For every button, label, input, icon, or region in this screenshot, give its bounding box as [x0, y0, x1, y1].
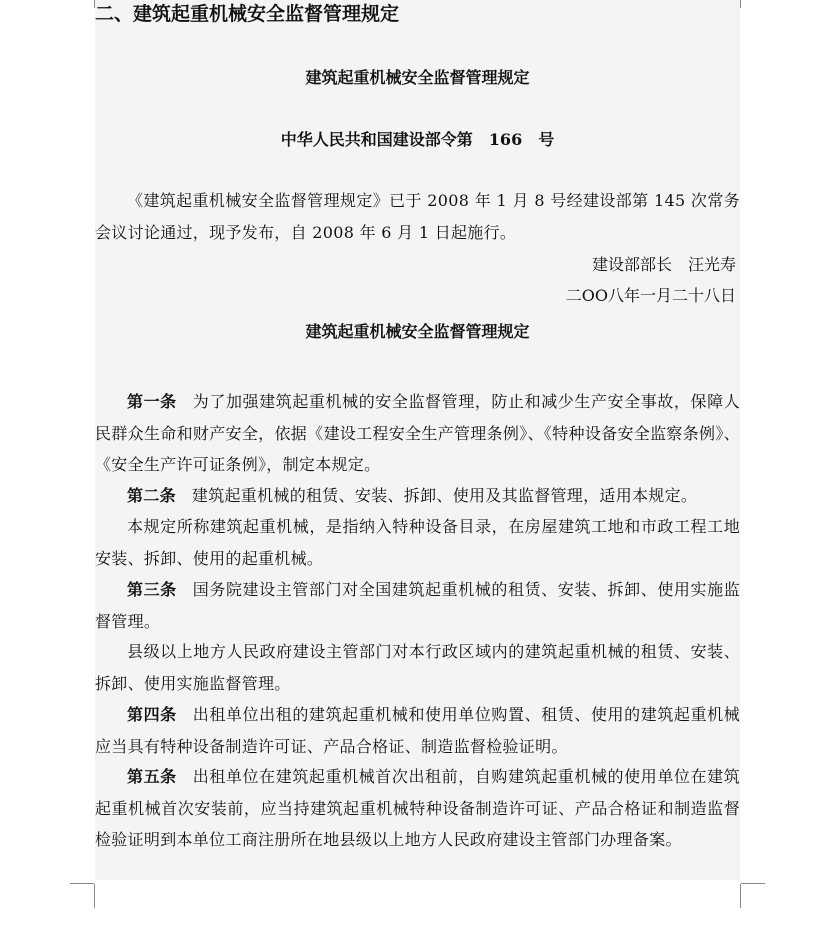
regulation-title-body: 建筑起重机械安全监督管理规定: [305, 322, 530, 341]
article-label: 第五条: [127, 767, 177, 786]
article-text: 出租单位出租的建筑起重机械和使用单位购置、租赁、使用的建筑起重机械应当具有特种设备制造许可证、产品合格证、制造监督检验证明。: [95, 705, 740, 756]
article-4: [95, 699, 740, 762]
article-label: 第二条: [127, 486, 176, 505]
article-label: 第四条: [127, 705, 177, 724]
article-text: 国务院建设主管部门对全国建筑起重机械的租赁、安装、拆卸、使用实施监督管理。: [95, 580, 740, 631]
preamble-paragraph: 《建筑起重机械安全监督管理规定》已于 2008 年 1 月 8 号经建设部第 145 次常务会议讨论通过，现予发布，自 2008 年 6 月 1 日起施行。: [95, 191, 740, 242]
article-label: 第一条: [127, 392, 177, 411]
signer-line: 建设部部长 汪光寿: [591, 255, 736, 274]
crop-mark-bottom-right-h: [741, 883, 765, 884]
crop-mark-top-right: [740, 0, 741, 8]
article-3: [95, 574, 740, 637]
crop-mark-bottom-right-v: [740, 884, 741, 908]
article-text: 建筑起重机械的租赁、安装、拆卸、使用及其监督管理，适用本规定。: [191, 486, 698, 505]
regulation-title: 建筑起重机械安全监督管理规定: [305, 68, 530, 87]
date-line: 二OO八年一月二十八日: [565, 286, 736, 305]
article-text: 本规定所称建筑起重机械，是指纳入特种设备目录，在房屋建筑工地和市政工程工地安装、拆卸、使用的起重机械。: [95, 517, 740, 568]
article-text: 出租单位在建筑起重机械首次出租前，自购建筑起重机械的使用单位在建筑起重机械首次安装前，应当持建筑起重机械特种设备制造许可证、产品合格证和制造监督检验证明到本单位工商注册所在地县级以上地方人民政府建设主管部门办理备案。: [95, 767, 740, 849]
article-2: [95, 480, 740, 512]
article-text: 为了加强建筑起重机械的安全监督管理，防止和减少生产安全事故，保障人民群众生命和财产安全，依据《建设工程安全生产管理条例》、《特种设备安全监察条例》、《安全生产许可证条例》，制定本规定。: [95, 392, 740, 474]
decree-number: 中华人民共和国建设部令第 166 号: [280, 130, 555, 149]
article-1: [95, 386, 740, 481]
article-text: 县级以上地方人民政府建设主管部门对本行政区域内的建筑起重机械的租赁、安装、拆卸、使用实施监督管理。: [95, 642, 740, 693]
crop-mark-bottom-left-h: [70, 883, 94, 884]
crop-mark-bottom-left-v: [94, 884, 95, 908]
article-5: [95, 761, 740, 856]
article-label: 第三条: [127, 580, 177, 599]
article-3-paragraph-2: [95, 636, 740, 699]
article-2-paragraph-2: [95, 511, 740, 574]
section-heading: 二、建筑起重机械安全监督管理规定: [95, 3, 400, 25]
